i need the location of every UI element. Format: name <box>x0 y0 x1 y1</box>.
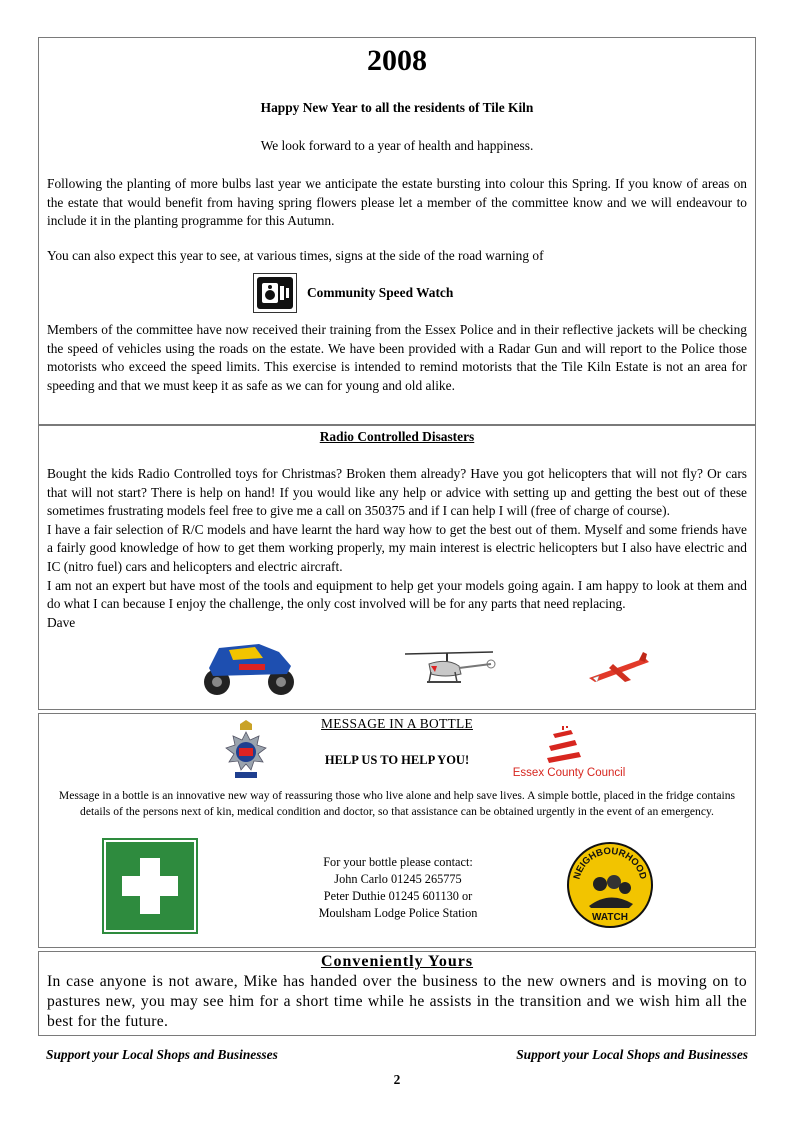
mib-title: MESSAGE IN A BOTTLE <box>321 716 473 731</box>
signs-paragraph: You can also expect this year to see, at various times, signs at the side of the road warning of <box>47 248 544 263</box>
intro-section <box>38 37 756 425</box>
svg-text:WATCH: WATCH <box>592 912 628 923</box>
rc-paragraph-3: I am not an expert but have most of the tools and equipment to help get your models going again. I am happy to look at them and do what I can because I enjoy the challenge, the only cost involved will be for any parts that need replacing. <box>47 577 747 612</box>
rc-helicopter-image <box>401 646 497 690</box>
conveniently-body: In case anyone is not aware, Mike has handed over the business to the new owners and is moving on to pastures new, you may see him for a short time while he assists in the transition and we wish him all the best for the future. <box>47 973 747 1030</box>
contact-line: Peter Duthie 01245 601130 or <box>323 889 473 903</box>
committee-paragraph: Members of the committee have now received their training from the Essex Police and in their reflective jackets will be checking the speed of vehicles using the roads on the estate. We have been provided with a Radar Gun and will report to the Police those motorists who exceed the speed limits. This exercise is intended to remind motorists that the Tile Kiln Estate is not an area for speeding and that we must keep it as safe as we can for young and old alike. <box>47 322 747 393</box>
contact-block <box>259 854 537 922</box>
contact-line: John Carlo 01245 265775 <box>334 872 462 886</box>
rc-body <box>47 465 747 632</box>
contact-line: For your bottle please contact: <box>323 855 473 869</box>
greeting-heading: Happy New Year to all the residents of Tile Kiln <box>260 100 534 115</box>
first-aid-sign-icon <box>102 838 198 934</box>
essex-council-logo <box>509 726 629 780</box>
wish-text: We look forward to a year of health and happiness. <box>260 138 534 153</box>
rc-title: Radio Controlled Disasters <box>319 429 475 444</box>
rc-paragraph-2: I have a fair selection of R/C models and have learnt the hard way how to get the best out of them. Myself and some friends have a fairly good knowledge of how to get them working properly, my main interest is electric helicopters but I also have electric and IC (nitro fuel) cars and helicopters and electric aircraft. <box>47 521 747 574</box>
page-number: 2 <box>393 1072 401 1087</box>
message-in-bottle-section <box>38 713 756 948</box>
rc-paragraph-1: Bought the kids Radio Controlled toys for Christmas? Broken them already? Have you got helicopters that will not fly? Or cars that will not start? There is help on hand! If you would like any help or advice with setting up and getting the best out of these sometimes frustrating models feel free to give me a call on 350375 and if I can help I will (free of charge of course). <box>47 466 747 519</box>
speed-watch-label: Community Speed Watch <box>307 285 454 300</box>
rc-section <box>38 425 756 710</box>
rc-truck-image <box>199 634 299 698</box>
bulbs-paragraph: Following the planting of more bulbs last year we anticipate the estate bursting into colour this Spring. If you know of areas on the estate that would benefit from having spring flowers please let a member of the committee know and we will endeavour to include it in the planting programme for this Autumn. <box>47 176 747 229</box>
footer-slogan-right: Support your Local Shops and Businesses <box>516 1047 748 1062</box>
neighbourhood-watch-badge <box>567 842 653 928</box>
conveniently-yours-section <box>38 951 756 1036</box>
conveniently-title: Conveniently Yours <box>320 953 474 970</box>
page-title: 2008 <box>367 44 427 77</box>
rc-signature: Dave <box>47 614 76 630</box>
speed-watch-sign <box>253 272 453 314</box>
mib-description: Message in a bottle is an innovative new way of reassuring those who live alone and help save lives. A simple bottle, placed in the fridge contains details of the persons next of kin, medical condition and doctor, so that assistance can be obtained urgently in the event of an emergency. <box>58 789 736 818</box>
speed-camera-icon <box>253 273 297 313</box>
essex-council-name: Essex County Council <box>512 767 626 779</box>
contact-line: Moulsham Lodge Police Station <box>318 906 478 920</box>
footer-slogan-left: Support your Local Shops and Businesses <box>46 1047 278 1062</box>
rc-plane-image <box>585 650 653 688</box>
help-heading: HELP US TO HELP YOU! <box>324 753 470 767</box>
svg-text:NEIGHBOURHOOD: NEIGHBOURHOOD <box>571 845 649 881</box>
